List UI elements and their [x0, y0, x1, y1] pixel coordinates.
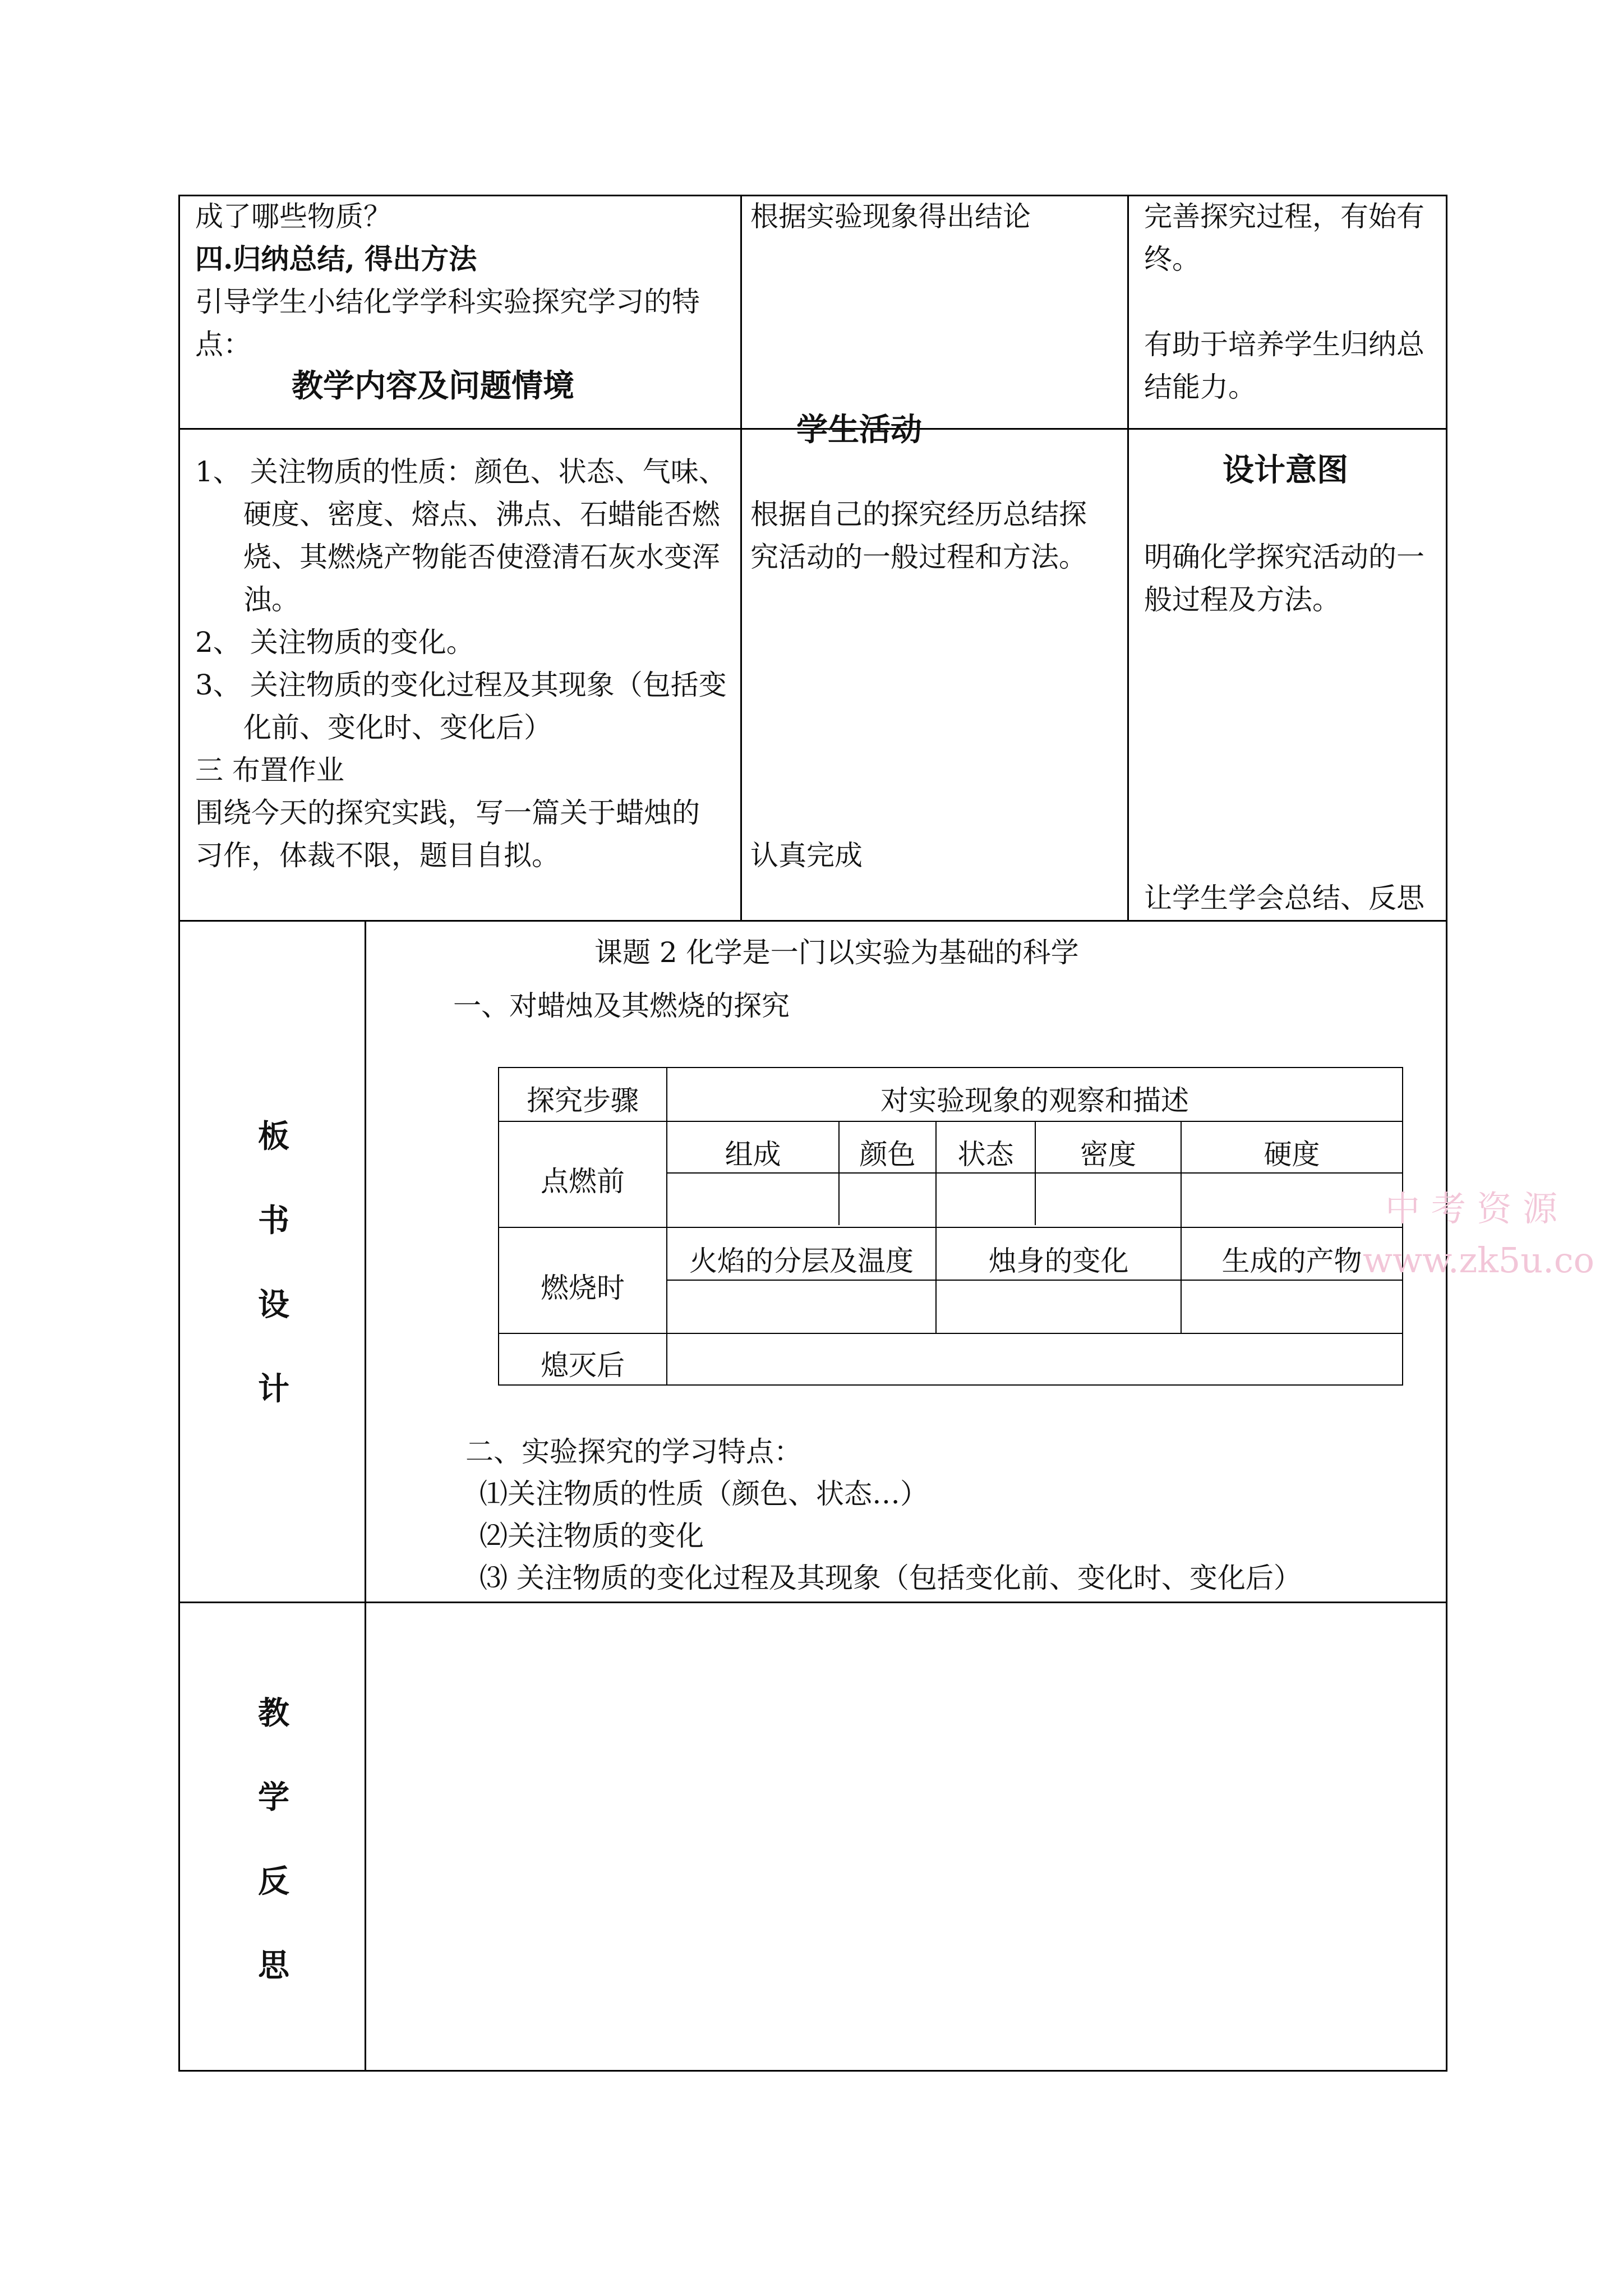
during-col: 火焰的分层及温度 [689, 1245, 914, 1277]
row-label-after: 熄灭后 [541, 1349, 625, 1382]
list-item: 化前、变化时、变化后） [243, 711, 552, 744]
section-heading: 四.归纳总结, 得出方法 [195, 242, 477, 275]
inner-hline [498, 1384, 1403, 1386]
text-line: 点： [195, 328, 251, 361]
column-header-content: 教学内容及问题情境 [292, 367, 574, 404]
list-item: 习作，体裁不限，题目自拟。 [195, 839, 560, 872]
inner-header-observation: 对实验现象的观察和描述 [880, 1084, 1189, 1117]
text-line: 认真完成 [750, 839, 863, 872]
row-label-during: 燃烧时 [541, 1272, 625, 1304]
board-title: 课题 2 化学是一门以实验为基础的科学 [594, 936, 1079, 969]
list-item: 烧、其燃烧产物能否使澄清石灰水变浑 [243, 541, 720, 573]
text-line: 有助于培养学生归纳总 [1144, 328, 1424, 361]
label-char: 计 [258, 1370, 289, 1407]
list-item: 围绕今天的探究实践，写一篇关于蜡烛的 [195, 797, 700, 829]
before-col: 状态 [957, 1138, 1014, 1171]
label-char: 教 [258, 1695, 289, 1732]
table-border-left [178, 195, 180, 2072]
label-char: 设 [258, 1286, 289, 1323]
text-line: 让学生学会总结、反思 [1144, 882, 1424, 914]
before-col: 颜色 [859, 1138, 916, 1171]
column-header-activity: 学生活动 [796, 411, 922, 448]
table-border-bottom [178, 2070, 1447, 2072]
feature-point: ⑴关注物质的性质（颜色、状态…） [479, 1478, 928, 1510]
label-col-divider [365, 920, 366, 2072]
feature-point: ⑶ 关注物质的变化过程及其现象（包括变化前、变化时、变化后） [479, 1562, 1302, 1594]
text-line: 终。 [1144, 243, 1200, 275]
list-item: 2、 关注物质的变化。 [195, 626, 474, 659]
watermark-text: 中 考 资 源 [1385, 1188, 1558, 1229]
text-line: 究活动的一般过程和方法。 [750, 541, 1087, 573]
before-col: 密度 [1080, 1138, 1136, 1171]
during-col: 生成的产物 [1221, 1245, 1362, 1277]
during-col: 烛身的变化 [988, 1245, 1129, 1277]
text-line: 结能力。 [1144, 371, 1256, 403]
label-char: 学 [258, 1779, 289, 1816]
text-line: 引导学生小结化学学科实验探究学习的特 [195, 286, 700, 318]
row-divider-3 [178, 1602, 1447, 1603]
inner-hline [666, 1280, 1403, 1281]
text-line: 根据实验现象得出结论 [750, 200, 1031, 233]
board-subtitle-2: 二、实验探究的学习特点： [465, 1435, 802, 1468]
list-item: 3、 关注物质的变化过程及其现象（包括变 [195, 669, 727, 701]
text-line: 成了哪些物质？ [195, 200, 391, 233]
before-col: 硬度 [1264, 1138, 1320, 1171]
row-label-before: 点燃前 [541, 1165, 625, 1198]
list-item: 硬度、密度、熔点、沸点、石蜡能否燃 [243, 498, 720, 531]
col-divider-2 [1127, 195, 1129, 922]
label-char: 反 [258, 1863, 289, 1900]
feature-point: ⑵关注物质的变化 [479, 1520, 704, 1552]
inner-hline [498, 1121, 1403, 1122]
text-line: 完善探究过程，有始有 [1144, 200, 1424, 233]
inner-hline [498, 1067, 1403, 1068]
before-col: 组成 [725, 1138, 781, 1171]
label-char: 板 [258, 1118, 289, 1155]
board-subtitle-1: 一、对蜡烛及其燃烧的探究 [453, 990, 790, 1022]
label-char: 思 [258, 1947, 289, 1984]
row-divider-2 [178, 920, 1447, 922]
text-line: 般过程及方法。 [1144, 583, 1340, 616]
text-line: 明确化学探究活动的一 [1144, 541, 1424, 573]
list-item: 1、 关注物质的性质：颜色、状态、气味、 [195, 455, 727, 488]
column-header-design: 设计意图 [1223, 452, 1348, 489]
watermark-url: www.zk5u.co [1363, 1240, 1594, 1281]
inner-hline [498, 1227, 1403, 1228]
col-divider-1 [740, 195, 742, 922]
text-line: 根据自己的探究经历总结探 [750, 498, 1087, 531]
label-char: 书 [258, 1202, 289, 1239]
inner-header-step: 探究步骤 [527, 1084, 639, 1117]
list-item: 三 布置作业 [195, 754, 344, 786]
table-border-right [1446, 195, 1447, 2072]
inner-hline [498, 1333, 1403, 1334]
list-item: 浊。 [243, 583, 299, 616]
